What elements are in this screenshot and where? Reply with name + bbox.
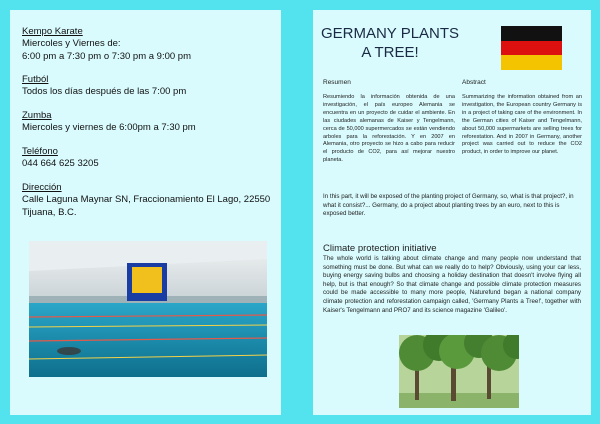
telefono-line-1: 044 664 625 3205	[22, 158, 99, 169]
karate-block	[22, 26, 284, 63]
direccion-block	[22, 182, 284, 219]
telefono-block	[22, 146, 284, 170]
germany-flag	[501, 26, 562, 70]
karate-line-2: 6:00 pm a 7:30 pm o 7:30 pm a 9:00 pm	[22, 51, 191, 62]
page-title: GERMANY PLANTS A TREE!	[320, 25, 460, 61]
right-panel	[313, 10, 591, 415]
karate-heading: Kempo Karate	[22, 26, 83, 37]
futbol-line-1: Todos los días después de las 7:00 pm	[22, 86, 187, 97]
zumba-block	[22, 110, 284, 134]
pool-illustration	[29, 241, 267, 377]
direccion-line-1: Calle Laguna Maynar SN, Fraccionamiento El Lago, 22550	[22, 194, 271, 205]
section-text: The whole world is talking about climate change and many people now understand that something must be done. But what can we really do to help? Obviously, using your car less, buying energy saving bulbs and choosing a holiday destination that doesn't involve flying all help, but is that enough? So that climate change and possible climate protection measures could be made accessible to many more people, Naturefund began a national company climate protection and reforestation campaign called, 'Germany Plants a Tree!', together with Kaiser's Tengelmann and PRO7 and its science magazine 'Galileo'.	[323, 255, 581, 314]
zumba-line-1: Miercoles y viernes de 6:00pm a 7:30 pm	[22, 122, 196, 133]
zumba-heading: Zumba	[22, 110, 52, 121]
futbol-heading: Futból	[22, 74, 49, 85]
abstract-heading: Abstract	[462, 79, 486, 86]
flag-stripe-gold	[501, 55, 562, 70]
resumen-heading: Resumen	[323, 79, 351, 86]
telefono-heading: Teléfono	[22, 146, 58, 157]
direccion-line-2: Tijuana, B.C.	[22, 207, 77, 218]
flag-stripe-black	[501, 26, 562, 41]
intro-text: In this part, it will be exposed of the planting project of Germany, so, what is that project?, in what it consist?... Germany, do a project about planting trees by an euro, next to this is exposed better.	[323, 193, 574, 218]
trees-photo	[399, 335, 519, 408]
trees-illustration	[399, 335, 519, 408]
karate-line-1: Miercoles y Viernes de:	[22, 38, 121, 49]
abstract-text: Summarizing the information obtained from an investigation, the European country Germany is in a project of taking care of the environment. In the German cities of Kaiser and Tengelmann, about 50,000 supermarkets are selling trees for reforestation. And in 2007 in Germany, another project was carried out to reduce the CO2 product, in order to improve our planet.	[462, 94, 582, 156]
resumen-text: Resumiendo la información obtenida de una investigación, el país europeo Alemania se encuentra en un proyecto de cuidar el ambiente. En las ciudades alemanas de Kaiser y Tengelmann, cerca de 50,000 supermercados se están vendiendo arboles para la reforestación. Y en 2007 en Alemania, otro proyecto se hizo a cabo para reducir el producto de CO2, para así mejorar nuestro planeta.	[323, 94, 455, 164]
section-title: Climate protection initiative	[323, 243, 437, 254]
futbol-block	[22, 74, 284, 98]
pool-photo	[29, 241, 267, 377]
flag-stripe-red	[501, 41, 562, 56]
direccion-heading: Dirección	[22, 182, 62, 193]
